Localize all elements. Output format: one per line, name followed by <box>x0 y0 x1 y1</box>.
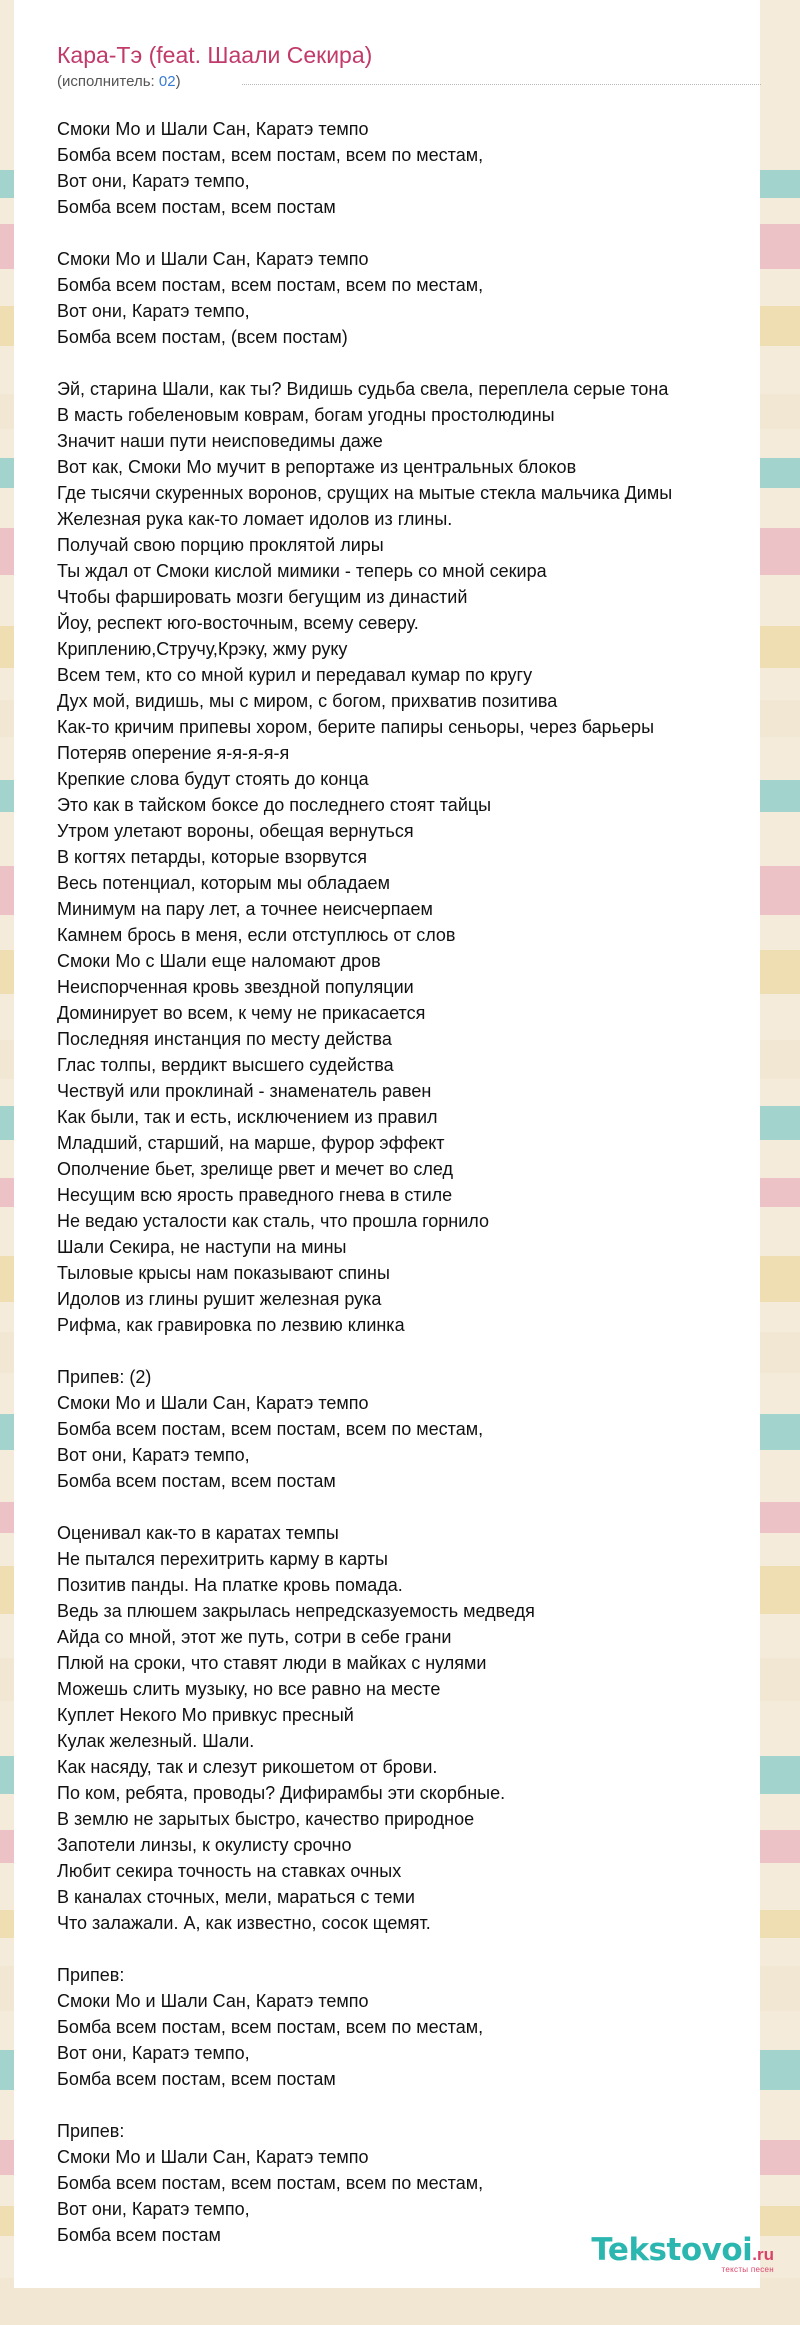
lyric-line: Бомба всем постам, всем постам, всем по местам, <box>57 2173 484 2193</box>
lyric-line <box>57 1936 757 1962</box>
lyric-line: Кулак железный. Шали. <box>57 1731 255 1751</box>
lyric-line: В масть гобеленовым коврам, богам угодны простолюдины <box>57 405 555 425</box>
artist-link[interactable]: 02 <box>158 73 176 90</box>
lyric-line: Плюй на сроки, что ставят люди в майках с нулями <box>57 1653 487 1673</box>
lyric-line: Утром улетают вороны, обещая вернуться <box>57 821 414 841</box>
lyric-line: Криплению,Стручу,Крэку, жму руку <box>57 639 348 659</box>
lyric-line: Смоки Мо и Шали Сан, Каратэ темпо <box>57 1991 369 2011</box>
lyrics-card <box>14 0 760 2288</box>
lyric-line: В когтях петарды, которые взорвутся <box>57 847 367 867</box>
lyric-line: Ведь за плюшем закрылась непредсказуемость медведя <box>57 1601 535 1621</box>
site-logo[interactable] <box>591 2232 774 2274</box>
lyric-line: Бомба всем постам, всем постам <box>57 2069 336 2089</box>
lyric-line <box>57 1338 757 1364</box>
lyric-line: По ком, ребята, проводы? Дифирамбы эти скорбные. <box>57 1783 506 1803</box>
lyric-line: В каналах сточных, мели, мараться с теми <box>57 1887 415 1907</box>
lyric-line: Значит наши пути неисповедимы даже <box>57 431 383 451</box>
artist-prefix: (исполнитель: <box>57 73 159 90</box>
lyric-line: Железная рука как-то ломает идолов из глины. <box>57 509 453 529</box>
lyric-line: Это как в тайском боксе до последнего стоят тайцы <box>57 795 492 815</box>
artist-line <box>57 72 757 92</box>
lyric-line: Как насяду, так и слезут рикошетом от брови. <box>57 1757 438 1777</box>
lyric-line: Припев: <box>57 1965 125 1985</box>
lyric-line: Бомба всем постам, всем постам, всем по местам, <box>57 145 484 165</box>
dotted-divider <box>242 84 761 85</box>
lyric-line: Любит секира точность на ставках очных <box>57 1861 402 1881</box>
lyric-line <box>57 2092 757 2118</box>
lyric-line: В землю не зарытых быстро, качество природное <box>57 1809 475 1829</box>
lyric-line: Запотели линзы, к окулисту срочно <box>57 1835 352 1855</box>
lyric-line: Доминирует во всем, к чему не прикасается <box>57 1003 426 1023</box>
lyric-line: Бомба всем постам, всем постам <box>57 197 336 217</box>
lyric-line: Где тысячи скуренных воронов, срущих на мытые стекла мальчика Димы <box>57 483 673 503</box>
lyric-line: Минимум на пару лет, а точнее неисчерпаем <box>57 899 433 919</box>
lyric-line: Глас толпы, вердикт высшего судейства <box>57 1055 394 1075</box>
lyric-line: Не ведаю усталости как сталь, что прошла горнило <box>57 1211 490 1231</box>
logo-wordmark: Tekstovoi <box>591 2232 753 2268</box>
lyric-line: Неиспорченная кровь звездной популяции <box>57 977 414 997</box>
lyric-line: Получай свою порцию проклятой лиры <box>57 535 384 555</box>
lyric-line: Идолов из глины рушит железная рука <box>57 1289 382 1309</box>
lyric-line: Крепкие слова будут стоять до конца <box>57 769 369 789</box>
lyric-line: Как-то кричим припевы хором, берите папиры сеньоры, через барьеры <box>57 717 655 737</box>
lyric-line: Рифма, как гравировка по лезвию клинка <box>57 1315 405 1335</box>
logo-tld: .ru <box>752 2245 774 2264</box>
lyric-line: Вот они, Каратэ темпо, <box>57 1445 250 1465</box>
lyric-line: Бомба всем постам <box>57 2225 221 2245</box>
lyric-line: Дух мой, видишь, мы с миром, с богом, прихватив позитива <box>57 691 558 711</box>
lyric-line: Можешь слить музыку, но все равно на месте <box>57 1679 441 1699</box>
lyric-line: Бомба всем постам, (всем постам) <box>57 327 348 347</box>
lyric-line <box>57 1494 757 1520</box>
lyric-line: Смоки Мо с Шали еще наломают дров <box>57 951 381 971</box>
lyric-line: Что залажали. А, как известно, сосок щемят. <box>57 1913 431 1933</box>
song-title: Кара-Тэ (feat. Шаали Секира) <box>57 42 373 68</box>
logo-tagline: тексты песен <box>721 2265 774 2274</box>
lyric-line: Йоу, респект юго-восточным, всему северу. <box>57 613 419 633</box>
lyric-line: Бомба всем постам, всем постам, всем по местам, <box>57 1419 484 1439</box>
lyric-line: Всем тем, кто со мной курил и передавал кумар по кругу <box>57 665 533 685</box>
lyric-line: Куплет Некого Мо привкус пресный <box>57 1705 354 1725</box>
lyric-line: Смоки Мо и Шали Сан, Каратэ темпо <box>57 2147 369 2167</box>
lyric-line: Смоки Мо и Шали Сан, Каратэ темпо <box>57 249 369 269</box>
lyric-line: Ты ждал от Смоки кислой мимики - теперь со мной секира <box>57 561 547 581</box>
lyric-line: Позитив панды. На платке кровь помада. <box>57 1575 403 1595</box>
lyric-line: Оценивал как-то в каратах темпы <box>57 1523 339 1543</box>
lyric-line: Последняя инстанция по месту действа <box>57 1029 392 1049</box>
lyrics-content <box>57 40 757 2248</box>
lyric-line: Вот как, Смоки Мо мучит в репортаже из центральных блоков <box>57 457 577 477</box>
lyrics-text <box>57 116 757 2248</box>
lyric-line: Весь потенциал, которым мы обладаем <box>57 873 390 893</box>
lyric-line: Чествуй или проклинай - знаменатель равен <box>57 1081 432 1101</box>
lyric-line: Бомба всем постам, всем постам <box>57 1471 336 1491</box>
artist-suffix: ) <box>175 73 181 90</box>
lyric-line: Вот они, Каратэ темпо, <box>57 171 250 191</box>
lyric-line: Камнем брось в меня, если отступлюсь от слов <box>57 925 456 945</box>
lyric-line: Как были, так и есть, исключением из правил <box>57 1107 438 1127</box>
lyric-line <box>57 350 757 376</box>
lyric-line: Чтобы фаршировать мозги бегущим из династий <box>57 587 468 607</box>
lyric-line: Вот они, Каратэ темпо, <box>57 301 250 321</box>
lyric-line: Припев: (2) <box>57 1367 152 1387</box>
lyric-line: Не пытался перехитрить карму в карты <box>57 1549 388 1569</box>
lyric-line: Несущим всю ярость праведного гнева в стиле <box>57 1185 453 1205</box>
lyric-line: Смоки Мо и Шали Сан, Каратэ темпо <box>57 1393 369 1413</box>
lyric-line: Тыловые крысы нам показывают спины <box>57 1263 390 1283</box>
lyric-line: Вот они, Каратэ темпо, <box>57 2199 250 2219</box>
lyric-line <box>57 220 757 246</box>
lyric-line: Младший, старший, на марше, фурор эффект <box>57 1133 445 1153</box>
lyric-line: Бомба всем постам, всем постам, всем по местам, <box>57 275 484 295</box>
lyric-line: Ополчение бьет, зрелище рвет и мечет во след <box>57 1159 453 1179</box>
lyric-line: Вот они, Каратэ темпо, <box>57 2043 250 2063</box>
lyric-line: Бомба всем постам, всем постам, всем по местам, <box>57 2017 484 2037</box>
lyric-line: Потеряв оперение я-я-я-я-я <box>57 743 290 763</box>
lyric-line: Смоки Мо и Шали Сан, Каратэ темпо <box>57 119 369 139</box>
lyric-line: Эй, старина Шали, как ты? Видишь судьба свела, переплела серые тона <box>57 379 669 399</box>
lyric-line: Шали Секира, не наступи на мины <box>57 1237 347 1257</box>
lyric-line: Айда со мной, этот же путь, сотри в себе грани <box>57 1627 452 1647</box>
lyric-line: Припев: <box>57 2121 125 2141</box>
